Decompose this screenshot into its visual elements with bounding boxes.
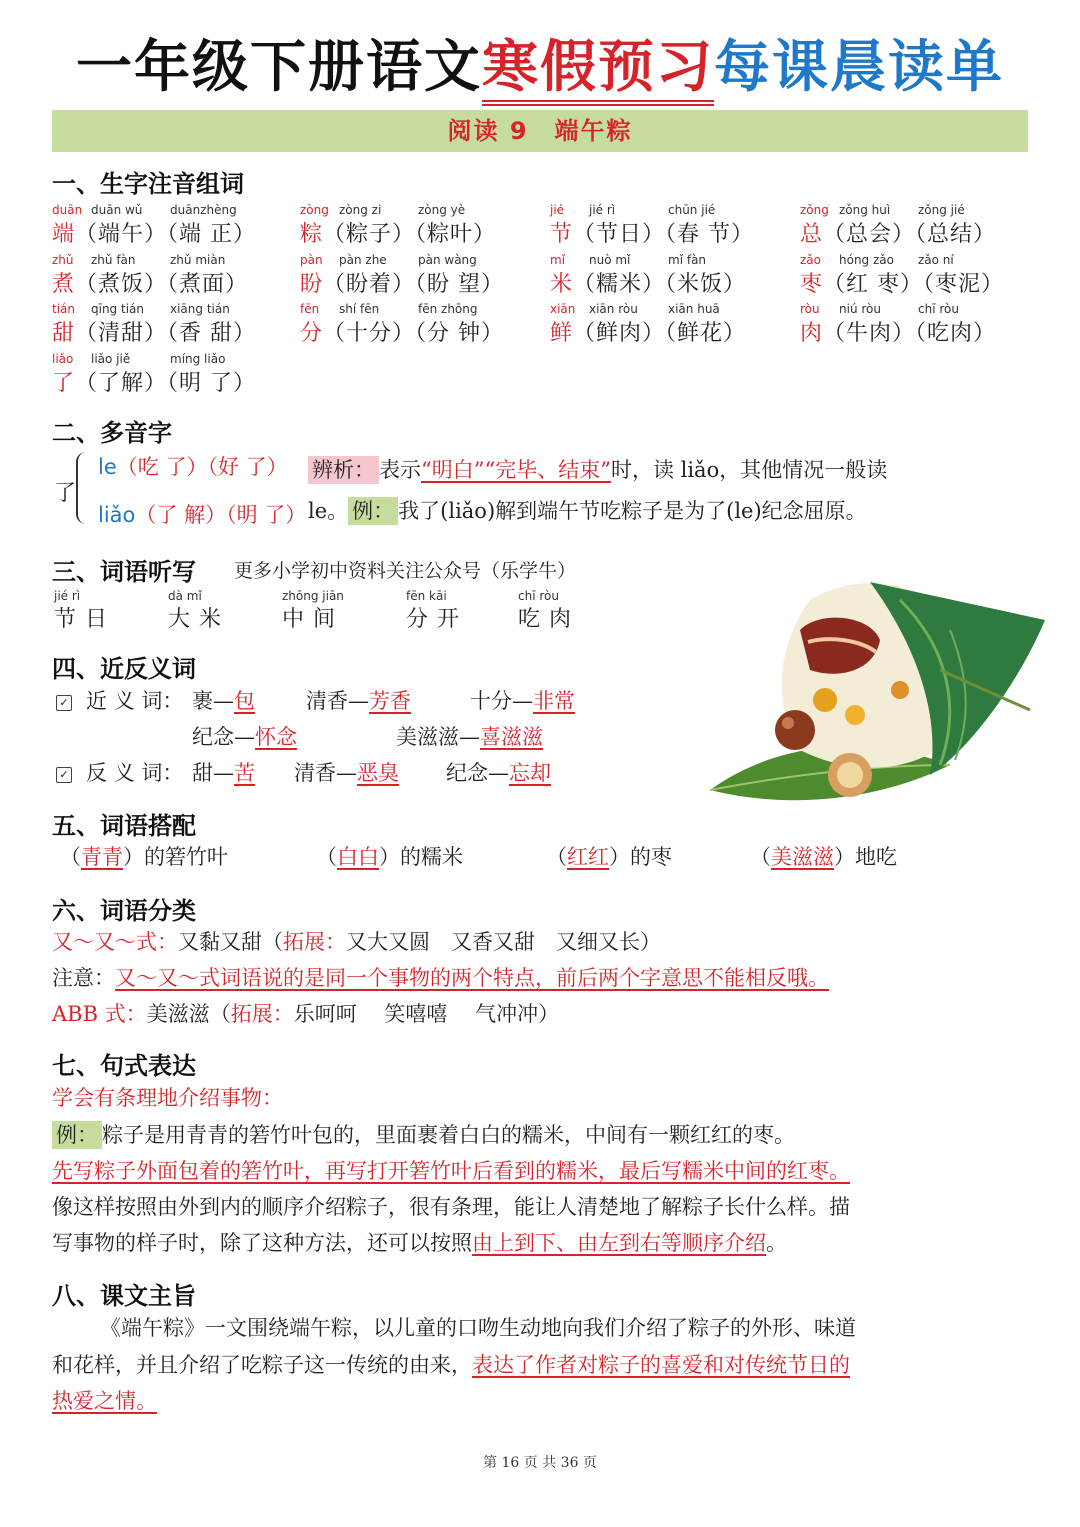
section1-heading: 一、生字注音组词 (52, 170, 244, 198)
word2-pinyin: pàn wàng (418, 253, 477, 267)
char-pinyin: liǎo (52, 352, 74, 366)
word1-pinyin: nuò mǐ (589, 253, 631, 267)
vocab-word-1: （牛肉） (823, 321, 916, 346)
vocab-char: 枣 (800, 272, 824, 297)
dictation-pinyin: zhōng jiān (282, 589, 344, 603)
word2-pinyin: xiān huā (668, 302, 720, 316)
pair-answer: 忘却 (509, 761, 551, 785)
vocab-word-1: （糯米） (573, 272, 666, 297)
section5-heading: 五、词语搭配 (52, 812, 196, 840)
vocab-char: 肉 (800, 321, 824, 346)
section2-heading: 二、多音字 (52, 419, 172, 447)
word2-pinyin: zòng yè (418, 203, 466, 217)
pair-word: 十分— (470, 689, 533, 713)
word1-pinyin: pàn zhe (339, 253, 387, 267)
classify-line-3 (52, 999, 559, 1029)
collocation-rest: 地吃 (855, 845, 897, 869)
vocab-word-2: （粽叶） (415, 222, 497, 247)
section3-heading: 三、词语听写 (52, 558, 196, 586)
word-pair (470, 686, 575, 716)
vocab-char: 粽 (300, 222, 324, 247)
dictation-word: 吃 肉 (518, 607, 572, 632)
le-pinyin: le (98, 455, 117, 479)
analysis-line (308, 455, 887, 485)
dictation-pinyin: chī ròu (518, 589, 559, 603)
page-number: 第 16 页 共 36 页 (483, 1455, 597, 1471)
note-label: 注意： (52, 966, 115, 990)
title-part1: 一年级下册语文 (76, 35, 482, 100)
dictation-pinyin: fēn kāi (406, 589, 447, 603)
char-pinyin: pàn (300, 253, 323, 267)
collocation-rest: 的枣 (630, 845, 672, 869)
sentence-line-b (52, 1228, 787, 1258)
example-label: 例： (348, 497, 398, 525)
pair-answer: 喜滋滋 (480, 725, 543, 749)
vocab-char: 了 (52, 371, 76, 396)
char-pinyin: tián (52, 302, 75, 316)
collocation-answer: 美滋滋 (771, 845, 834, 869)
sentence-red-line: 先写粽子外面包着的箬竹叶，再写打开箬竹叶后看到的糯米，最后写糯米中间的红枣。 (52, 1159, 850, 1183)
vocab-word-2: （吃肉） (915, 321, 997, 346)
vocab-word-1: （端午） (75, 222, 168, 247)
extend-label-3: 拓展： (230, 1002, 294, 1026)
extend-text-1: 又大又圆 又香又甜 又细又长） (346, 930, 661, 954)
paren-close: ） (123, 845, 144, 869)
vocab-word-1: （了解） (75, 371, 168, 396)
vocab-item (800, 217, 996, 248)
sentence-line-b1: 写事物的样子时，除了这种方法，还可以按照 (52, 1231, 472, 1255)
page-title (0, 28, 1080, 108)
collocation-answer: 青青 (81, 845, 123, 869)
title-part2: 寒假预习 (482, 35, 714, 106)
classify-line-1 (52, 927, 661, 957)
analysis-text-1: 表示 (379, 458, 421, 482)
paren-close: ） (609, 845, 630, 869)
pattern-label-1: 又～又～式： (52, 930, 178, 954)
paren-close: ） (834, 845, 855, 869)
analysis-quote: “明白”“完毕、结束” (421, 458, 611, 482)
pair-answer: 恶臭 (357, 761, 399, 785)
word2-pinyin: chūn jié (668, 203, 716, 217)
vocab-item (550, 267, 746, 298)
word1-pinyin: jié rì (589, 203, 616, 217)
word2-pinyin: zǒng jié (918, 203, 965, 217)
vocab-item (550, 217, 754, 248)
word1-pinyin: zhǔ fàn (91, 253, 136, 267)
vocab-item (300, 267, 504, 298)
word2-pinyin: fēn zhōng (418, 302, 478, 316)
lesson-banner: 阅读 9 端午粽 (52, 110, 1028, 152)
section8-heading: 八、课文主旨 (52, 1282, 196, 1310)
word-pair (294, 758, 399, 788)
paren-open: （ (546, 845, 567, 869)
char-pinyin: zǎo (800, 253, 821, 267)
vocab-item (300, 316, 504, 347)
section6-heading: 六、词语分类 (52, 897, 196, 925)
vocab-char: 盼 (300, 272, 324, 297)
liao-words: （了 解）（明 了） (135, 503, 307, 527)
word2-pinyin: zhǔ miàn (170, 253, 226, 267)
extend-text-3: 乐呵呵 笑嘻嘻 气冲冲） (293, 1002, 560, 1026)
vocab-word-2: （米饭） (665, 272, 747, 297)
vocab-word-1: （清甜） (75, 321, 168, 346)
dictation-word: 分 开 (406, 607, 460, 632)
vocab-char: 分 (300, 321, 324, 346)
synonym-row-1 (56, 686, 183, 716)
pair-word: 清香— (294, 761, 357, 785)
theme-line-2a: 和花样，并且介绍了吃粽子这一传统的由来， (52, 1353, 472, 1377)
vocab-word-1: （十分） (323, 321, 416, 346)
pair-answer: 苦 (234, 761, 255, 785)
sentence-line-b3: 。 (766, 1231, 787, 1255)
vocab-char: 端 (52, 222, 76, 247)
collocation-item (316, 842, 463, 872)
vocab-word-2: （盼 望） (415, 272, 505, 297)
pattern-text-1: 又黏又甜（ (178, 930, 283, 954)
synonym-label: 近 义 词： (86, 689, 184, 713)
word2-pinyin: mǐ fàn (668, 253, 707, 267)
pair-word: 纪念— (446, 761, 509, 785)
zongzi-illustration (700, 560, 1050, 830)
example-line (308, 496, 867, 526)
paren-open: （ (60, 845, 81, 869)
vocab-item (300, 217, 496, 248)
polyphone-liao (98, 500, 306, 530)
vocab-word-1: （盼着） (323, 272, 416, 297)
pair-answer: 非常 (533, 689, 575, 713)
brace (76, 452, 92, 524)
pair-answer: 包 (234, 689, 255, 713)
vocab-word-1: （煮饭） (75, 272, 168, 297)
vocab-item (52, 267, 248, 298)
sentence-example (52, 1120, 795, 1150)
word-pair (396, 722, 543, 752)
word1-pinyin: shí fēn (339, 302, 380, 316)
analysis-text-2: 时，读 liǎo，其他情况一般读 (610, 458, 888, 482)
vocab-char: 总 (800, 222, 824, 247)
char-pinyin: fēn (300, 302, 320, 316)
vocab-item (550, 316, 746, 347)
analysis-label: 辨析： (308, 456, 379, 484)
vocab-word-2: （煮面） (167, 272, 249, 297)
vocab-word-1: （红 枣） (823, 272, 924, 297)
collocation-item (60, 842, 228, 872)
word1-pinyin: qīng tián (91, 302, 144, 316)
word2-pinyin: xiāng tián (170, 302, 230, 316)
word2-pinyin: míng liǎo (170, 352, 226, 366)
vocab-char: 甜 (52, 321, 76, 346)
pair-word: 甜— (192, 761, 234, 785)
char-pinyin: zòng (300, 203, 329, 217)
char-pinyin: zǒng (800, 203, 829, 217)
dictation-pinyin: dà mǐ (168, 589, 202, 603)
pair-word: 清香— (306, 689, 369, 713)
vocab-word-2: （分 钟） (415, 321, 505, 346)
word2-pinyin: duānzhèng (170, 203, 237, 217)
char-pinyin: ròu (800, 302, 820, 316)
vocab-word-2: （香 甜） (167, 321, 257, 346)
le-words: （吃 了）（好 了） (116, 455, 288, 479)
vocab-char: 节 (550, 222, 574, 247)
word1-pinyin: zǒng huì (839, 203, 891, 217)
sentence-line-b2: 由上到下、由左到右等顺序介绍 (472, 1231, 766, 1255)
word1-pinyin: liǎo jiě (91, 352, 131, 366)
word-pair (446, 758, 551, 788)
vocab-word-2: （端 正） (167, 222, 257, 247)
pattern-label-3: ABB 式： (52, 1002, 147, 1026)
word1-pinyin: xiān ròu (589, 302, 638, 316)
pattern-text-3: 美滋滋（ (146, 1002, 231, 1026)
sentence-lead: 学会有条理地介绍事物： (52, 1086, 283, 1110)
vocab-word-2: （明 了） (167, 371, 257, 396)
char-pinyin: mǐ (550, 253, 566, 267)
antonym-label: 反 义 词： (86, 761, 184, 785)
vocab-word-1: （粽子） (323, 222, 416, 247)
dictation-word: 中 间 (282, 607, 336, 632)
extend-label-1: 拓展： (283, 930, 346, 954)
vocab-item (52, 366, 256, 397)
theme-line-1: 《端午粽》一文围绕端午粽，以儿童的口吻生动地向我们介绍了粽子的外形、味道 (100, 1316, 856, 1340)
collocation-item (546, 842, 672, 872)
section3-note: 更多小学初中资料关注公众号（乐学牛） (234, 560, 577, 582)
collocation-answer: 红红 (567, 845, 609, 869)
vocab-word-2: （枣泥） (923, 272, 1005, 297)
collocation-rest: 的箬竹叶 (144, 845, 228, 869)
sentence-example-text: 粽子是用青青的箬竹叶包的，里面裹着白白的糯米，中间有一颗红红的枣。 (102, 1123, 795, 1147)
liao-pinyin: liǎo (98, 503, 136, 527)
word-pair (306, 686, 411, 716)
dictation-pinyin: jié rì (54, 589, 81, 603)
checkbox-icon: ✓ (56, 767, 72, 783)
word-pair (192, 722, 297, 752)
word-pair (192, 758, 255, 788)
word2-pinyin: zǎo ní (918, 253, 954, 267)
theme-line-2b: 表达了作者对粽子的喜爱和对传统节日的 (472, 1353, 850, 1377)
dictation-word: 大 米 (168, 607, 222, 632)
word1-pinyin: niú ròu (839, 302, 881, 316)
word1-pinyin: hóng zǎo (839, 253, 894, 267)
title-part3: 每课晨读单 (714, 35, 1004, 100)
vocab-word-1: （节日） (573, 222, 666, 247)
char-pinyin: xiān (550, 302, 576, 316)
collocation-answer: 白白 (337, 845, 379, 869)
classify-note (52, 963, 829, 993)
collocation-rest: 的糯米 (400, 845, 463, 869)
pair-answer: 芳香 (369, 689, 411, 713)
vocab-item (52, 217, 256, 248)
example-text: 我了(liǎo)解到端午节吃粽子是为了(le)纪念屈原。 (398, 499, 867, 523)
char-pinyin: duān (52, 203, 83, 217)
vocab-char: 米 (550, 272, 574, 297)
antonym-row (56, 758, 183, 788)
section7-heading: 七、句式表达 (52, 1052, 196, 1080)
vocab-item (800, 316, 996, 347)
char-pinyin: zhǔ (52, 253, 74, 267)
vocab-char: 鲜 (550, 321, 574, 346)
theme-line-3: 热爱之情。 (52, 1389, 157, 1413)
vocab-word-1: （鲜肉） (573, 321, 666, 346)
dictation-word: 节 日 (54, 607, 108, 632)
vocab-word-2: （春 节） (665, 222, 755, 247)
word1-pinyin: duān wǔ (91, 203, 143, 217)
vocab-item (52, 316, 256, 347)
paren-close: ） (379, 845, 400, 869)
paren-open: （ (750, 845, 771, 869)
checkbox-icon: ✓ (56, 695, 72, 711)
sentence-line-a: 像这样按照由外到内的顺序介绍粽子，很有条理，能让人清楚地了解粽子长什么样。描 (52, 1195, 850, 1219)
section4-heading: 四、近反义词 (52, 655, 196, 683)
pair-answer: 怀念 (255, 725, 297, 749)
note-text: 又～又～式词语说的是同一个事物的两个特点，前后两个字意思不能相反哦。 (115, 966, 829, 990)
theme-line-2 (52, 1350, 850, 1380)
polyphone-char: 了 (54, 481, 78, 506)
vocab-word-1: （总会） (823, 222, 916, 247)
sentence-example-label: 例： (52, 1121, 102, 1149)
word1-pinyin: zòng zi (339, 203, 382, 217)
char-pinyin: jié (550, 203, 565, 217)
polyphone-le (98, 452, 288, 482)
pair-word: 裹— (192, 689, 234, 713)
vocab-word-2: （鲜花） (665, 321, 747, 346)
paren-open: （ (316, 845, 337, 869)
pair-word: 纪念— (192, 725, 255, 749)
vocab-word-2: （总结） (915, 222, 997, 247)
vocab-item (800, 267, 1004, 298)
analysis-text-3: le。 (308, 499, 349, 523)
collocation-item (750, 842, 897, 872)
word-pair (192, 686, 255, 716)
pair-word: 美滋滋— (396, 725, 480, 749)
vocab-char: 煮 (52, 272, 76, 297)
word2-pinyin: chī ròu (918, 302, 959, 316)
